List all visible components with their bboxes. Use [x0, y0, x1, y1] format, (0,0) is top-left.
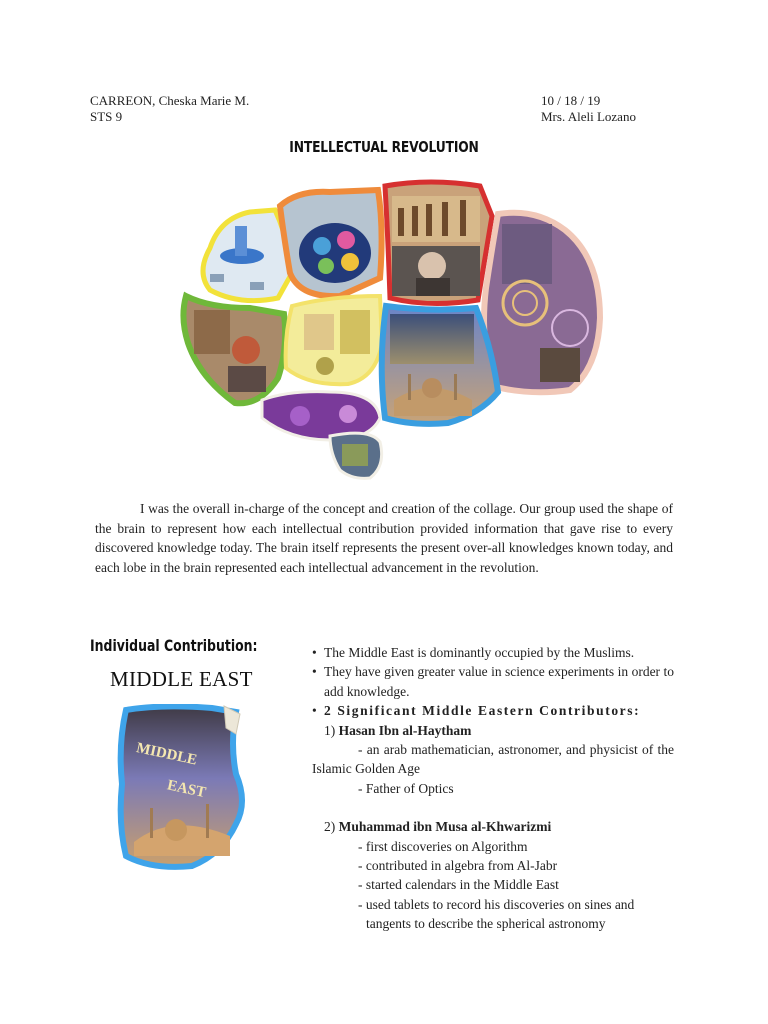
region-title: MIDDLE EAST — [110, 667, 253, 691]
contributor-number: 1) — [324, 722, 336, 738]
contributor-detail: - Father of Optics — [358, 780, 454, 796]
brain-collage-image — [180, 178, 610, 483]
contributor-detail: tangents to describe the spherical astronomy — [366, 916, 606, 932]
contributor-name: Muhammad ibn Musa al-Khwarizmi — [338, 819, 552, 835]
bullet-item — [312, 701, 674, 720]
contribution-list — [312, 643, 674, 934]
middle-east-thumbnail — [112, 704, 252, 872]
bullet-text: They have given greater value in science experiments in order to add knowledge. — [324, 664, 674, 699]
page-title: INTELLECTUAL REVOLUTION — [289, 138, 479, 156]
bullet-item — [312, 662, 674, 701]
thumbnail-caption-line1: MIDDLE — [134, 740, 199, 769]
student-name: CARREON, Cheska Marie M. — [90, 93, 250, 108]
bullet-marker: • — [312, 703, 317, 719]
contributor-detail: - contributed in algebra from Al-Jabr — [358, 858, 558, 874]
contributor-heading — [312, 817, 674, 836]
contributor-detail: - used tablets to record his discoveries on sines and — [358, 896, 635, 912]
contributor-detail: - first discoveries on Algorithm — [358, 838, 528, 854]
contributor-heading — [312, 721, 674, 740]
course-code: STS 9 — [90, 109, 123, 124]
bullet-marker: • — [312, 645, 317, 660]
contributor-number: 2) — [324, 819, 336, 835]
paragraph-text: I was the overall in-charge of the concept and creation of the collage. Our group used the shape of the brain to represent how each intellectual contribution provided information that gave rise to every discovered knowledge today. The brain itself represents the present over-all knowledges known today, and each lobe in the brain represented each intellectual advancement in the revolution. — [95, 501, 673, 575]
contributor-detail: - an arab mathematician, astronomer, and physicist of the Islamic Golden Age — [312, 742, 674, 777]
bullet-item — [312, 643, 674, 662]
submission-date: 10 / 18 / 19 — [541, 93, 601, 108]
bullet-text: 2 Significant Middle Eastern Contributors: — [324, 703, 641, 719]
bullet-text: The Middle East is dominantly occupied by the Muslims. — [324, 645, 635, 660]
teacher-name: Mrs. Aleli Lozano — [541, 109, 636, 124]
bullet-marker: • — [312, 664, 317, 680]
contributor-detail: - started calendars in the Middle East — [358, 877, 559, 893]
thumbnail-caption-line2: EAST — [165, 777, 208, 802]
description-paragraph — [95, 499, 673, 577]
contributor-name: Hasan Ibn al-Haytham — [338, 722, 472, 738]
section-heading: Individual Contribution: — [90, 636, 258, 655]
